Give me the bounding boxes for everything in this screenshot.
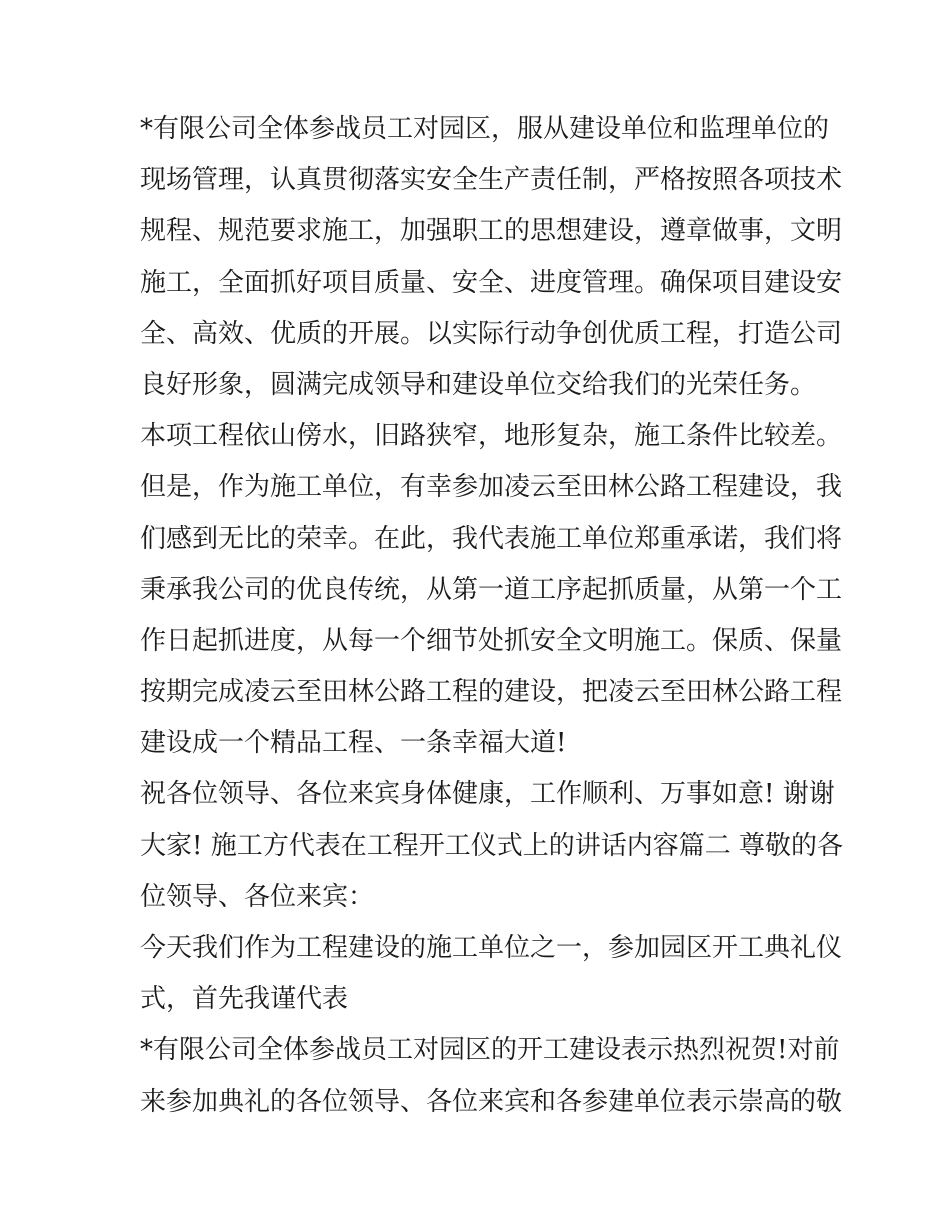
text-line: *有限公司全体参战员工对园区，服从建设单位和监理单位的 [140, 114, 830, 144]
document-body [140, 104, 843, 1128]
text-line: 施工，全面抓好项目质量、安全、进度管理。确保项目建设安 [140, 267, 843, 298]
text-line: 全、高效、优质的开展。以实际行动争创优质工程，打造公司 [140, 318, 843, 349]
text-line: 祝各位领导、各位来宾身体健康，工作顺利、万事如意! 谢谢 [140, 779, 835, 810]
text-line: 但是，作为施工单位，有幸参加凌云至田林公路工程建设，我 [140, 472, 843, 503]
text-line: *有限公司全体参战员工对园区的开工建设表示热烈祝贺!对前 [140, 1035, 840, 1066]
text-line: 们感到无比的荣幸。在此，我代表施工单位郑重承诺，我们将 [140, 523, 843, 554]
text-line: 作日起抓进度，从每一个细节处抓安全文明施工。保质、保量 [140, 625, 843, 656]
text-line: 良好形象，圆满完成领导和建设单位交给我们的光荣任务。 [140, 369, 817, 400]
text-line: 按期完成凌云至田林公路工程的建设，把凌云至田林公路工程 [140, 677, 843, 708]
text-line: 今天我们作为工程建设的施工单位之一，参加园区开工典礼仪 [140, 933, 843, 963]
text-line: 位领导、各位来宾： [140, 881, 375, 912]
text-line: 本项工程依山傍水，旧路狭窄，地形复杂，施工条件比较差。 [140, 421, 843, 452]
text-line: 建设成一个精品工程、一条幸福大道! [140, 728, 567, 759]
text-line: 来参加典礼的各位领导、各位来宾和各参建单位表示崇高的敬 [140, 1086, 843, 1117]
text-line: 式，首先我谨代表 [140, 984, 349, 1015]
text-line: 规程、规范要求施工，加强职工的思想建设，遵章做事，文明 [140, 216, 843, 247]
text-line: 秉承我公司的优良传统，从第一道工序起抓质量，从第一个工 [140, 574, 843, 605]
text-line: 大家! 施工方代表在工程开工仪式上的讲话内容篇二 尊敬的各 [140, 830, 843, 861]
text-line: 现场管理，认真贯彻落实安全生产责任制，严格按照各项技术 [140, 165, 843, 196]
